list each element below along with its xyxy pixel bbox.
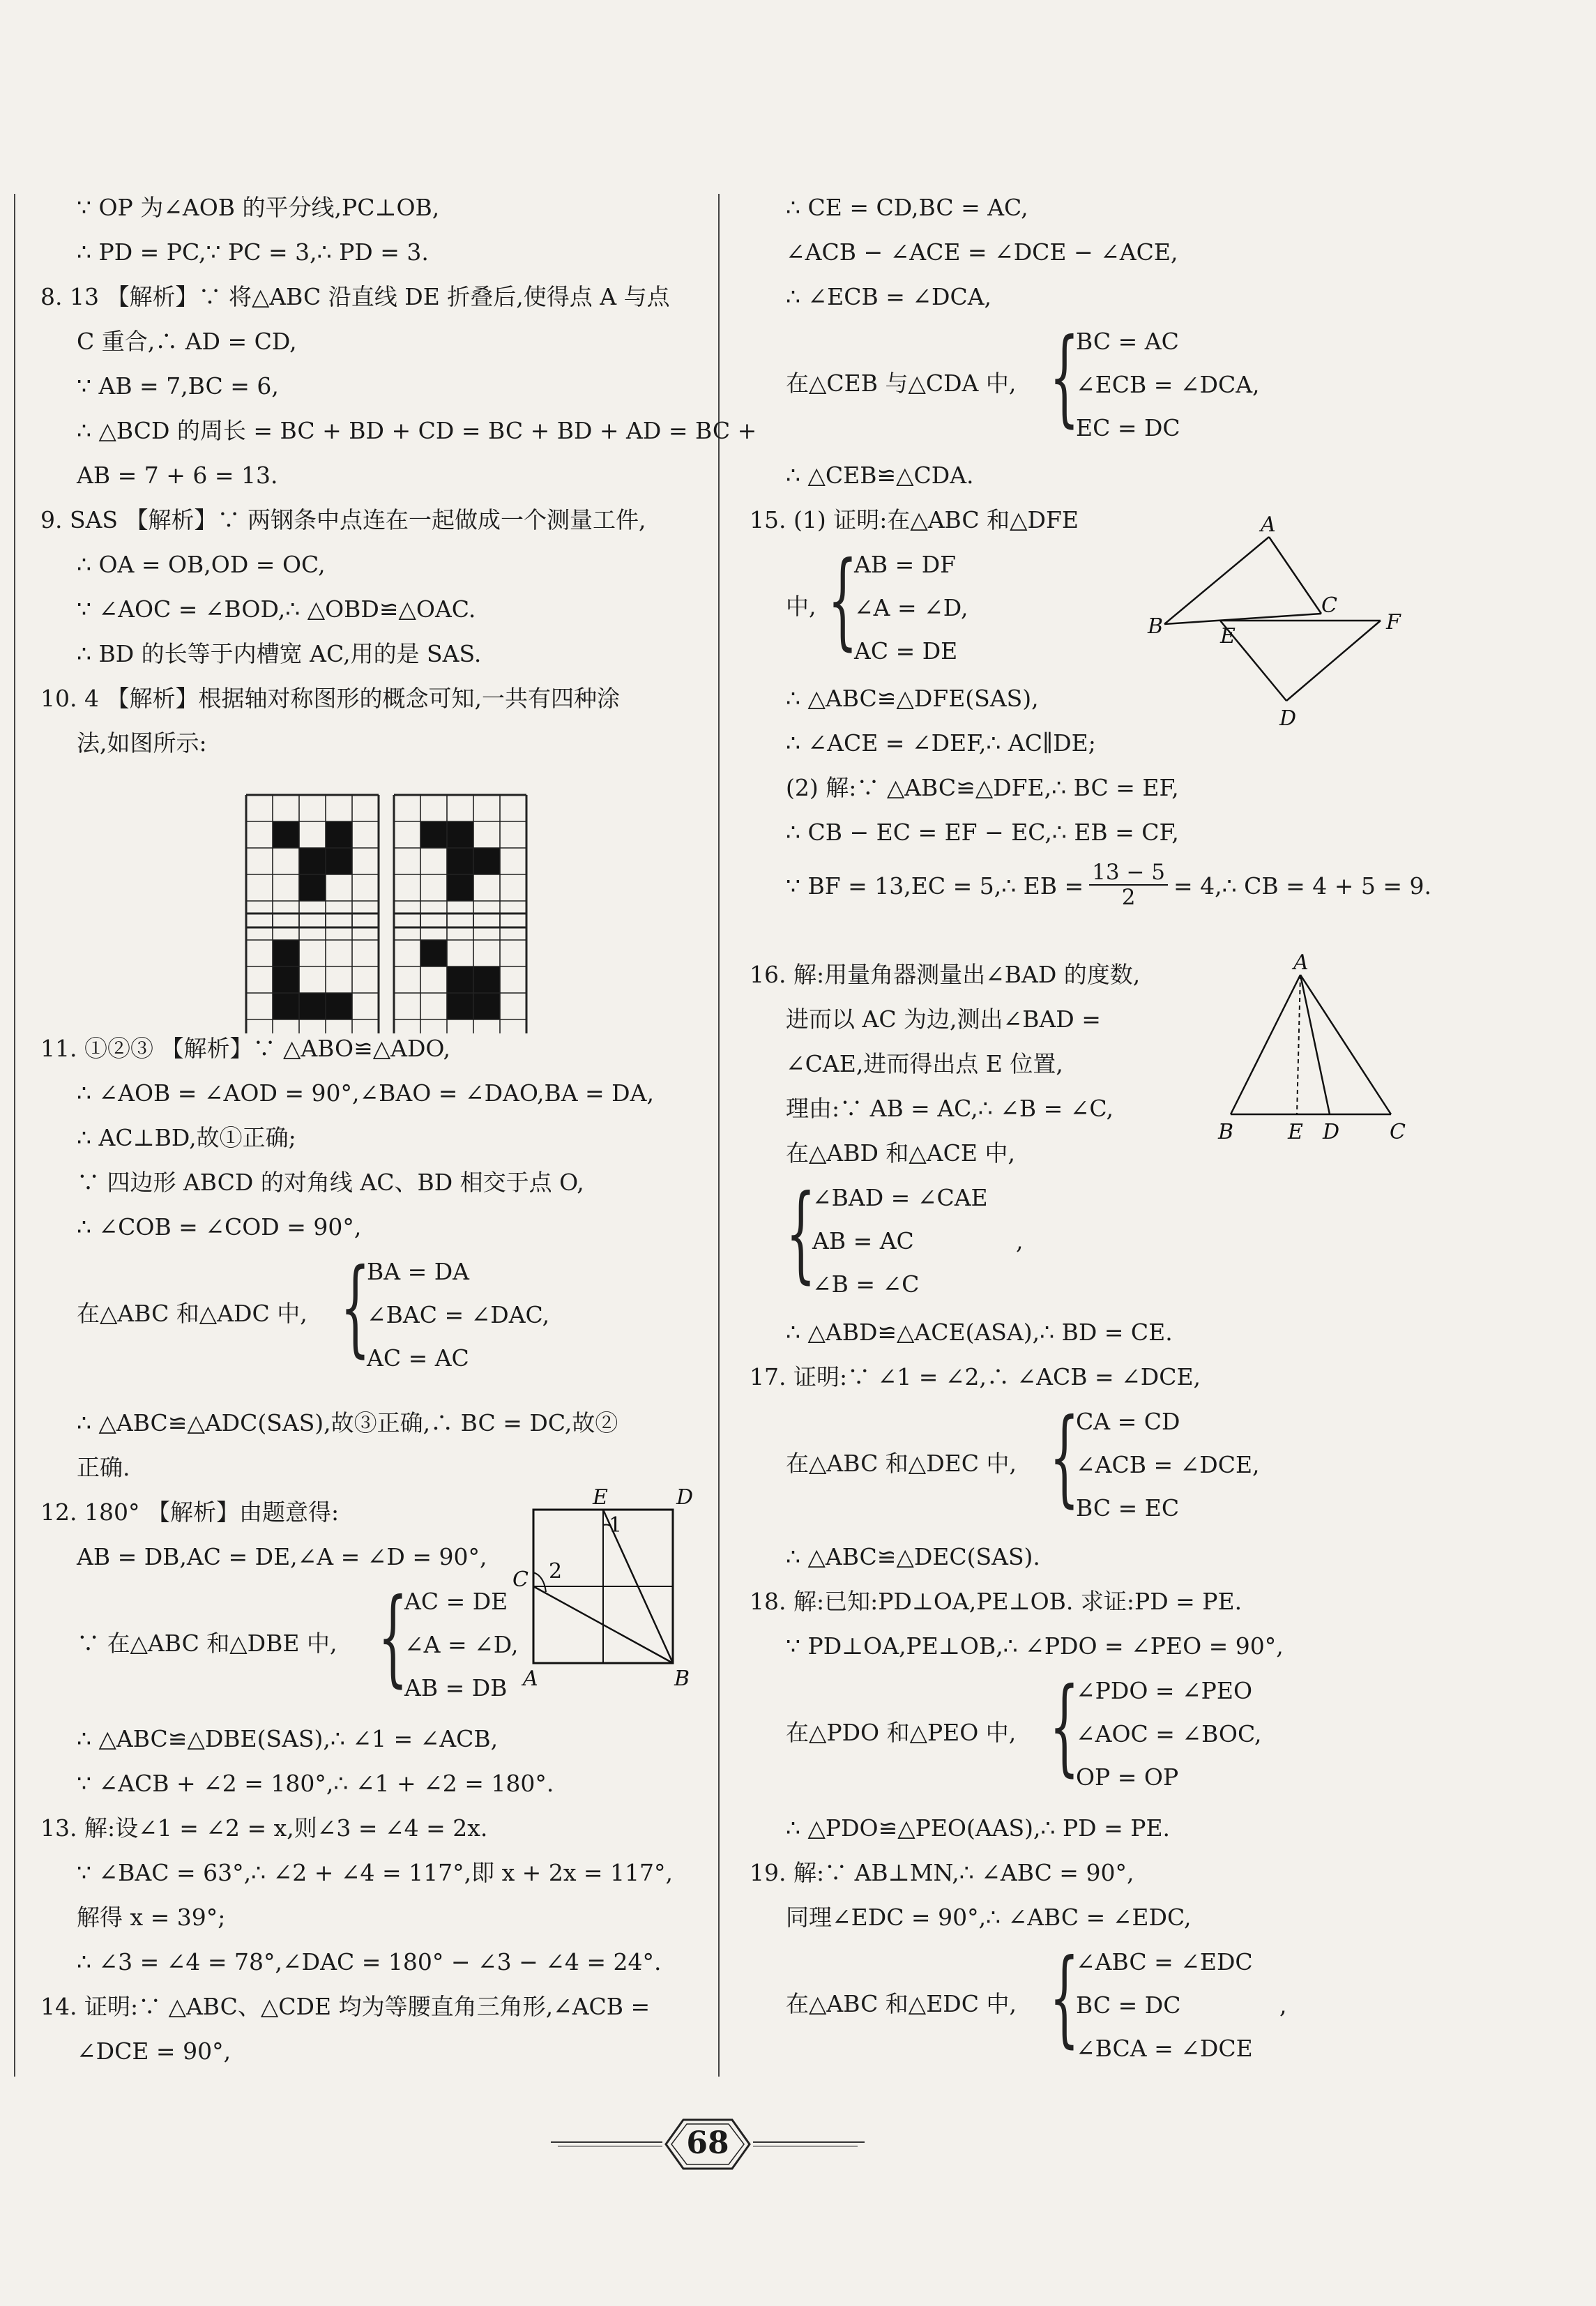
left-line: 12. 180° 【解析】由题意得: bbox=[40, 1499, 340, 1526]
right_systems-system-brace: { bbox=[828, 540, 858, 661]
right_systems-system-line: BC = DC bbox=[1076, 1992, 1181, 2019]
q10-grid-figure bbox=[241, 789, 540, 1033]
left_systems-system-prefix: ∵ 在△ABC 和△DBE 中, bbox=[77, 1630, 337, 1657]
left-line: ∴ OA = OB,OD = OC, bbox=[77, 551, 326, 578]
q16-label-D: D bbox=[1323, 1120, 1340, 1144]
left-line: 11. ①②③ 【解析】∵ △ABO≌△ADO, bbox=[40, 1035, 451, 1062]
left-line: ∴ AC⊥BD,故①正确; bbox=[77, 1124, 296, 1151]
q15-calc-line bbox=[786, 860, 1432, 912]
left_systems-system-line: BA = DA bbox=[367, 1258, 470, 1285]
q12-label-C: C bbox=[512, 1568, 529, 1592]
right_systems-system-brace: { bbox=[1049, 1397, 1079, 1518]
right_systems-system-line: BC = AC bbox=[1076, 328, 1179, 355]
left-line: ∴ BD 的长等于内槽宽 AC,用的是 SAS. bbox=[77, 640, 482, 667]
left-line: ∵ ∠ACB + ∠2 = 180°,∴ ∠1 + ∠2 = 180°. bbox=[77, 1770, 554, 1797]
left_systems-system-prefix: 在△ABC 和△ADC 中, bbox=[77, 1300, 307, 1327]
right_systems-system-prefix: 在△ABC 和△EDC 中, bbox=[786, 1990, 1017, 2017]
left-line: ∴ PD = PC,∵ PC = 3,∴ PD = 3. bbox=[77, 238, 429, 266]
right_systems-system-prefix: 在△PDO 和△PEO 中, bbox=[786, 1719, 1017, 1746]
q15-figure bbox=[1143, 516, 1415, 732]
q10-filled-cell bbox=[299, 874, 326, 901]
right_systems-system-prefix: 在△CEB 与△CDA 中, bbox=[786, 370, 1017, 397]
q10-filled-cell bbox=[326, 848, 352, 874]
q10-filled-cell bbox=[326, 993, 352, 1019]
right_systems-system-line: ∠A = ∠D, bbox=[854, 594, 968, 621]
right_systems-system-line: AB = DF bbox=[854, 551, 957, 578]
left_systems-system-line: AC = AC bbox=[367, 1344, 469, 1372]
left-line: ∵ AB = 7,BC = 6, bbox=[77, 372, 279, 400]
right-line: 进而以 AC 为边,测出∠BAD = bbox=[786, 1006, 1101, 1033]
left-line: ∴ △BCD 的周长 = BC + BD + CD = BC + BD + AD = BC + bbox=[77, 417, 757, 444]
left-line: ∴ ∠COB = ∠COD = 90°, bbox=[77, 1213, 362, 1241]
right_systems-system-line: AB = AC bbox=[812, 1227, 914, 1254]
q16-figure bbox=[1210, 954, 1412, 1156]
right-line: ∴ △ABC≌△DEC(SAS). bbox=[786, 1543, 1040, 1570]
q12-label-E: E bbox=[593, 1485, 608, 1510]
q15-fraction-den: 2 bbox=[1121, 885, 1136, 910]
right-line: 17. 证明:∵ ∠1 = ∠2,∴ ∠ACB = ∠DCE, bbox=[750, 1363, 1201, 1390]
right-line: ∴ △ABC≌△DFE(SAS), bbox=[786, 685, 1039, 712]
left-line: 13. 解:设∠1 = ∠2 = x,则∠3 = ∠4 = 2x. bbox=[40, 1814, 488, 1842]
q10-filled-cell bbox=[447, 874, 473, 901]
right_systems-system-line: ∠B = ∠C bbox=[812, 1270, 920, 1298]
left-line: ∴ △ABC≌△ADC(SAS),故③正确,∴ BC = DC,故② bbox=[77, 1409, 618, 1436]
q10-filled-cell bbox=[447, 848, 473, 874]
right-line: 15. (1) 证明:在△ABC 和△DFE bbox=[750, 506, 1079, 533]
right-line: ∴ △PDO≌△PEO(AAS),∴ PD = PE. bbox=[786, 1814, 1171, 1842]
right-line: 在△ABD 和△ACE 中, bbox=[786, 1139, 1015, 1167]
q10-filled-cell bbox=[420, 940, 447, 966]
q16-label-A: A bbox=[1293, 954, 1309, 975]
q10-filled-cell bbox=[326, 821, 352, 848]
q16-label-B: B bbox=[1218, 1120, 1234, 1144]
right_systems-system-line: BC = EC bbox=[1076, 1494, 1180, 1522]
right-line: ∴ ∠ACE = ∠DEF,∴ AC∥DE; bbox=[786, 729, 1096, 757]
left-line: 解得 x = 39°; bbox=[77, 1904, 226, 1931]
q12-label-B: B bbox=[674, 1667, 690, 1691]
q10-filled-cell bbox=[473, 848, 500, 874]
right_systems-system-suffix: , bbox=[1279, 1992, 1287, 2019]
left-line: ∴ ∠3 = ∠4 = 78°,∠DAC = 180° − ∠3 − ∠4 = 24°. bbox=[77, 1948, 662, 1975]
q10-grid bbox=[246, 795, 379, 927]
right-line: 16. 解:用量角器测量出∠BAD 的度数, bbox=[750, 961, 1141, 988]
left-line: AB = DB,AC = DE,∠A = ∠D = 90°, bbox=[77, 1543, 487, 1570]
q15-label-F: F bbox=[1386, 610, 1401, 635]
right-line: 同理∠EDC = 90°,∴ ∠ABC = ∠EDC, bbox=[786, 1904, 1192, 1931]
left-margin-rule bbox=[14, 194, 15, 2077]
q12-label-A: A bbox=[523, 1667, 538, 1691]
q10-filled-cell bbox=[420, 821, 447, 848]
left_systems-system-line: ∠BAC = ∠DAC, bbox=[367, 1301, 550, 1328]
q10-filled-cell bbox=[473, 966, 500, 993]
right_systems-system-prefix: 中, bbox=[786, 593, 816, 620]
left_systems-system-line: AC = DE bbox=[404, 1588, 508, 1615]
q15-calc-pre: ∵ BF = 13,EC = 5,∴ EB = bbox=[786, 872, 1084, 900]
left-line: ∵ ∠AOC = ∠BOD,∴ △OBD≌△OAC. bbox=[77, 596, 476, 623]
q10-filled-cell bbox=[447, 821, 473, 848]
right_systems-system-brace: { bbox=[786, 1173, 816, 1294]
q10-filled-cell bbox=[273, 966, 299, 993]
right-line: ∠CAE,进而得出点 E 位置, bbox=[786, 1050, 1063, 1077]
right-line: ∴ △ABD≌△ACE(ASA),∴ BD = CE. bbox=[786, 1319, 1173, 1346]
right-line: (2) 解:∵ △ABC≌△DFE,∴ BC = EF, bbox=[786, 774, 1179, 801]
left-line: ∵ ∠BAC = 63°,∴ ∠2 + ∠4 = 117°,即 x + 2x = 117°, bbox=[77, 1859, 674, 1886]
right-line: ∴ △CEB≌△CDA. bbox=[786, 462, 974, 489]
right-line: 19. 解:∵ AB⊥MN,∴ ∠ABC = 90°, bbox=[750, 1859, 1134, 1886]
q10-filled-cell bbox=[273, 821, 299, 848]
right_systems-system-line: ∠AOC = ∠BOC, bbox=[1076, 1720, 1262, 1747]
right_systems-system-brace: { bbox=[1049, 317, 1079, 438]
q10-filled-cell bbox=[473, 993, 500, 1019]
left_systems-system-brace: { bbox=[340, 1247, 370, 1368]
q12-label-D: D bbox=[676, 1485, 694, 1510]
q10-grid bbox=[394, 913, 526, 1033]
right_systems-system-line: AC = DE bbox=[854, 637, 958, 665]
left-line: ∵ OP 为∠AOB 的平分线,PC⊥OB, bbox=[77, 194, 440, 221]
left-line: 10. 4 【解析】根据轴对称图形的概念可知,一共有四种涂 bbox=[40, 685, 620, 712]
left-line: ∵ 四边形 ABCD 的对角线 AC、BD 相交于点 O, bbox=[77, 1169, 584, 1196]
right-line: ∴ CB − EC = EF − EC,∴ EB = CF, bbox=[786, 819, 1179, 846]
q15-label-E: E bbox=[1220, 624, 1236, 648]
page-number-text: 68 bbox=[686, 2125, 729, 2161]
left-line: 9. SAS 【解析】∵ 两钢条中点连在一起做成一个测量工件, bbox=[40, 506, 646, 533]
right_systems-system-line: ∠ABC = ∠EDC bbox=[1076, 1948, 1253, 1975]
right_systems-system-line: CA = CD bbox=[1076, 1408, 1180, 1435]
left-line: C 重合,∴ AD = CD, bbox=[77, 328, 297, 355]
q10-filled-cell bbox=[299, 993, 326, 1019]
q10-filled-cell bbox=[273, 993, 299, 1019]
q15-fraction bbox=[1089, 860, 1168, 909]
right_systems-system-line: ∠BCA = ∠DCE bbox=[1076, 2035, 1253, 2062]
right-line: ∴ CE = CD,BC = AC, bbox=[786, 194, 1028, 221]
right_systems-system-line: ∠ACB = ∠DCE, bbox=[1076, 1451, 1260, 1478]
right-line: ∴ ∠ECB = ∠DCA, bbox=[786, 283, 992, 310]
q15-calc-post: = 4,∴ CB = 4 + 5 = 9. bbox=[1173, 872, 1432, 900]
right_systems-system-line: ∠BAD = ∠CAE bbox=[812, 1184, 988, 1211]
right_systems-system-line: ∠ECB = ∠DCA, bbox=[1076, 371, 1260, 398]
left-line: ∠DCE = 90°, bbox=[77, 2038, 231, 2065]
q15-fraction-num: 13 − 5 bbox=[1089, 860, 1168, 886]
q10-filled-cell bbox=[447, 966, 473, 993]
q10-grid bbox=[394, 795, 526, 927]
q10-filled-cell bbox=[447, 993, 473, 1019]
left-line: AB = 7 + 6 = 13. bbox=[77, 462, 278, 489]
right-line: 理由:∵ AB = AC,∴ ∠B = ∠C, bbox=[786, 1095, 1114, 1122]
q16-label-E: E bbox=[1288, 1120, 1303, 1144]
right_systems-system-brace: { bbox=[1049, 1666, 1079, 1787]
left_systems-system-brace: { bbox=[378, 1577, 408, 1698]
q15-label-B: B bbox=[1148, 614, 1164, 639]
right-line: ∠ACB − ∠ACE = ∠DCE − ∠ACE, bbox=[786, 238, 1178, 266]
q15-label-D: D bbox=[1279, 706, 1297, 731]
left_systems-system-line: AB = DB bbox=[404, 1674, 508, 1701]
left-line: 法,如图所示: bbox=[77, 729, 207, 757]
page-number bbox=[666, 2117, 750, 2173]
q15-label-C: C bbox=[1321, 593, 1337, 618]
right_systems-system-suffix: , bbox=[1016, 1227, 1024, 1254]
q16-label-C: C bbox=[1390, 1120, 1406, 1144]
right_systems-system-line: ∠PDO = ∠PEO bbox=[1076, 1677, 1252, 1704]
q12-label-2: 2 bbox=[549, 1559, 563, 1584]
q15-label-A: A bbox=[1261, 516, 1276, 537]
right_systems-system-brace: { bbox=[1049, 1937, 1079, 2058]
q10-grid bbox=[246, 913, 379, 1033]
q10-filled-cell bbox=[273, 940, 299, 966]
q12-figure bbox=[506, 1482, 701, 1691]
left-line: 8. 13 【解析】∵ 将△ABC 沿直线 DE 折叠后,使得点 A 与点 bbox=[40, 283, 670, 310]
right_systems-system-line: OP = OP bbox=[1076, 1763, 1179, 1791]
left-line: 正确. bbox=[77, 1454, 130, 1481]
left-line: ∴ △ABC≌△DBE(SAS),∴ ∠1 = ∠ACB, bbox=[77, 1725, 499, 1752]
left-line: 14. 证明:∵ △ABC、△CDE 均为等腰直角三角形,∠ACB = bbox=[40, 1993, 651, 2020]
right-line: 18. 解:已知:PD⊥OA,PE⊥OB. 求证:PD = PE. bbox=[750, 1588, 1242, 1615]
left-line: ∴ ∠AOB = ∠AOD = 90°,∠BAO = ∠DAO,BA = DA, bbox=[77, 1079, 654, 1107]
column-divider bbox=[718, 194, 720, 2077]
right-line: ∵ PD⊥OA,PE⊥OB,∴ ∠PDO = ∠PEO = 90°, bbox=[786, 1632, 1284, 1660]
q12-label-1: 1 bbox=[609, 1513, 623, 1538]
right_systems-system-prefix: 在△ABC 和△DEC 中, bbox=[786, 1450, 1017, 1477]
q10-filled-cell bbox=[299, 848, 326, 874]
left_systems-system-line: ∠A = ∠D, bbox=[404, 1631, 519, 1658]
right_systems-system-line: EC = DC bbox=[1076, 414, 1180, 441]
